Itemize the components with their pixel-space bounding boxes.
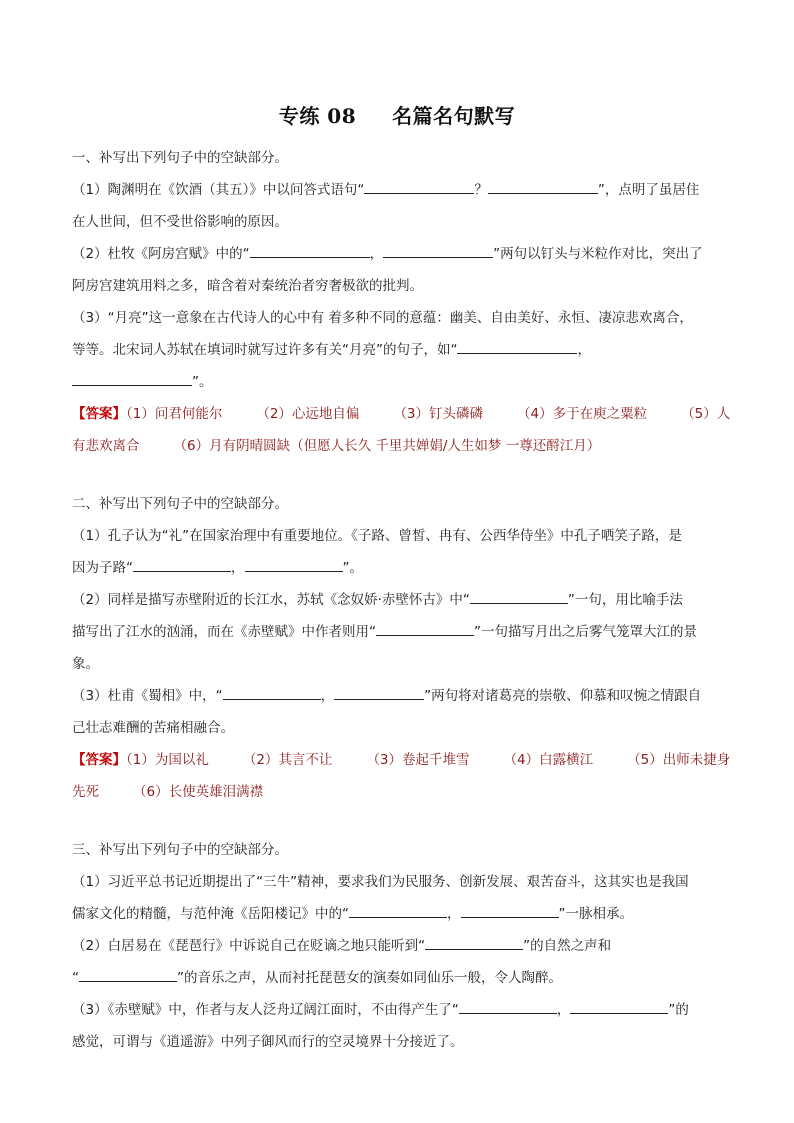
answer-blank[interactable] — [570, 999, 668, 1014]
answer-blank[interactable] — [223, 685, 321, 700]
answer-blank[interactable] — [79, 967, 177, 982]
section-heading: 三、补写出下列句子中的空缺部分。 — [72, 842, 288, 858]
answer-line: 【答案】（1）问君何能尔 （2）心远地自偏 （3）钉头磷磷 （4）多于在庾之粟粒 （5）人 — [72, 406, 731, 422]
title-part1: 专练 08 — [278, 104, 357, 128]
question-line: （1）孔子认为“礼”在国家治理中有重要地位。《子路、曾皙、冉有、公西华侍坐》中孔子哂笑子路，是 — [72, 528, 682, 544]
question-line: （2）杜牧《阿房宫赋》中的“ ， ”两句以钉头与米粒作对比，突出了 — [72, 238, 724, 270]
question-line: （3）《赤壁赋》中，作者与友人泛舟辽阔江面时，不由得产生了“ ， ”的 — [72, 994, 724, 1026]
answer-blank[interactable] — [457, 339, 577, 354]
answer-tag: 【答案】 — [72, 752, 126, 768]
question-line: ”。 — [72, 366, 724, 398]
question-line: 等等。北宋词人苏轼在填词时就写过许多有关“月亮”的句子，如“ ， — [72, 334, 724, 366]
question-line: （1）陶渊明在《饮酒（其五）》中以问答式语句“ ？ ”，点明了虽居住 — [72, 174, 724, 206]
question-line: “ ”的音乐之声，从而衬托琵琶女的演奏如同仙乐一般，令人陶醉。 — [72, 962, 724, 994]
answer-blank[interactable] — [461, 903, 559, 918]
section-heading: 一、补写出下列句子中的空缺部分。 — [72, 150, 288, 166]
answer-blank[interactable] — [334, 685, 424, 700]
answer-blank[interactable] — [383, 243, 493, 258]
answer-blank[interactable] — [459, 999, 557, 1014]
answer-blank[interactable] — [364, 179, 474, 194]
question-line: 在人世间，但不受世俗影响的原因。 — [72, 214, 288, 230]
question-line: （3）“月亮”这一意象在古代诗人的心中有 着多种不同的意蕴：幽美、自由美好、永恒、凄凉悲欢离合， — [72, 310, 693, 326]
answer-blank[interactable] — [250, 243, 370, 258]
page-title — [0, 100, 794, 129]
question-line: 阿房宫建筑用料之多，暗含着对秦统治者穷奢极欲的批判。 — [72, 278, 423, 294]
answer-blank[interactable] — [425, 935, 523, 950]
answer-tag: 【答案】 — [72, 406, 126, 422]
question-line: 感觉，可谓与《逍遥游》中列子御风而行的空灵境界十分接近了。 — [72, 1034, 464, 1050]
question-line: 象。 — [72, 656, 99, 672]
answer-line: 【答案】（1）为国以礼 （2）其言不让 （3）卷起千堆雪 （4）白露横江 （5）出师未捷身 — [72, 752, 731, 768]
answer-blank[interactable] — [72, 371, 192, 386]
answer-line: 先死 （6）长使英雄泪满襟 — [72, 784, 264, 800]
question-line: 描写出了江水的汹涌，而在《赤壁赋》中作者则用“ ”一句描写月出之后雾气笼罩大江的景 — [72, 616, 724, 648]
content — [72, 142, 731, 1058]
question-line: 因为子路“ ， ”。 — [72, 552, 724, 584]
question-line: （2）白居易在《琵琶行》中诉说自己在贬谪之地只能听到“ ”的自然之声和 — [72, 930, 724, 962]
answer-blank[interactable] — [245, 557, 343, 572]
answer-blank[interactable] — [133, 557, 231, 572]
answer-line: 有悲欢离合 （6）月有阴晴圆缺（但愿人长久 千里共婵娟/人生如梦 一尊还酹江月） — [72, 438, 601, 454]
question-line: 儒家文化的精髓，与范仲淹《岳阳楼记》中的“ ， ”一脉相承。 — [72, 898, 724, 930]
question-line: （1）习近平总书记近期提出了“三牛”精神，要求我们为民服务、创新发展、艰苦奋斗，这其实也是我国 — [72, 874, 689, 890]
question-line: （2）同样是描写赤壁附近的长江水，苏轼《念奴娇·赤壁怀古》中“ ”一句，用比喻手法 — [72, 584, 724, 616]
answer-blank[interactable] — [488, 179, 598, 194]
section-heading: 二、补写出下列句子中的空缺部分。 — [72, 496, 288, 512]
question-line: （3）杜甫《蜀相》中，“ ， ”两句将对诸葛亮的崇敬、仰慕和叹惋之情跟自 — [72, 680, 724, 712]
answer-blank[interactable] — [376, 621, 474, 636]
answer-blank[interactable] — [349, 903, 447, 918]
answer-blank[interactable] — [470, 589, 568, 604]
title-part2: 名篇名句默写 — [392, 104, 516, 128]
question-line: 己壮志难酬的苦痛相融合。 — [72, 720, 234, 736]
